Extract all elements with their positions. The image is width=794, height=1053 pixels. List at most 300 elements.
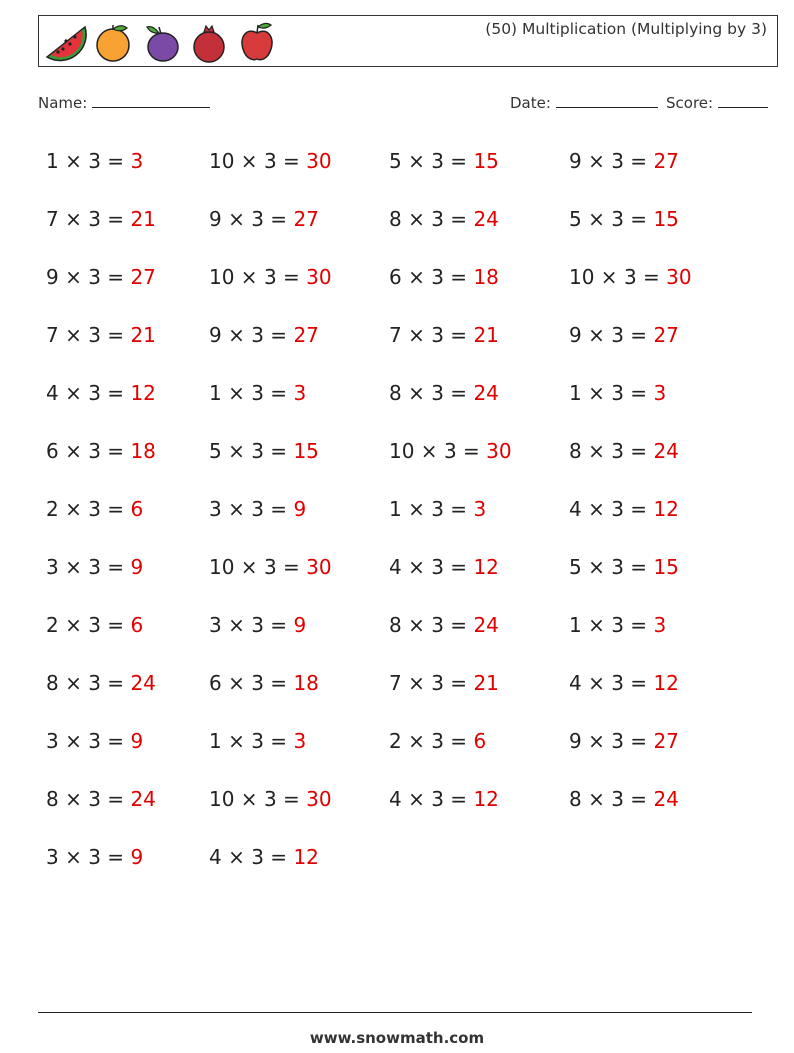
problem-item	[569, 726, 749, 756]
problem-item	[389, 436, 569, 466]
problem-factor-a: 1	[209, 729, 222, 753]
problem-factor-b: 3	[88, 555, 101, 579]
problem-item	[46, 494, 209, 524]
times-sign: ×	[581, 323, 612, 347]
problem-factor-b: 3	[431, 207, 444, 231]
equals-sign: =	[623, 207, 654, 231]
equals-sign: =	[636, 265, 667, 289]
problem-answer: 24	[653, 439, 679, 463]
problem-item	[389, 146, 569, 176]
equals-sign: =	[100, 265, 131, 289]
times-sign: ×	[58, 787, 89, 811]
problem-answer: 15	[653, 555, 679, 579]
problem-factor-b: 3	[263, 787, 277, 811]
problem-factor-a: 7	[46, 323, 59, 347]
equals-sign: =	[263, 671, 294, 695]
problem-answer: 30	[306, 787, 332, 811]
problem-answer: 3	[653, 613, 667, 637]
equals-sign: =	[100, 555, 131, 579]
problem-item	[209, 726, 389, 756]
problem-factor-a: 6	[389, 265, 402, 289]
problem-factor-a: 10	[209, 555, 235, 579]
times-sign: ×	[221, 497, 252, 521]
problem-factor-b: 3	[88, 671, 101, 695]
problem-answer: 3	[653, 381, 667, 405]
problem-answer: 15	[473, 149, 499, 173]
problem-item	[209, 494, 389, 524]
problem-factor-a: 7	[46, 207, 59, 231]
problem-item	[209, 842, 389, 872]
problem-answer: 18	[293, 671, 319, 695]
times-sign: ×	[401, 149, 432, 173]
times-sign: ×	[581, 613, 612, 637]
problem-item	[389, 494, 569, 524]
times-sign: ×	[581, 555, 612, 579]
problem-item	[209, 668, 389, 698]
problem-answer: 24	[473, 613, 499, 637]
problem-factor-a: 4	[569, 497, 582, 521]
times-sign: ×	[401, 381, 432, 405]
problem-factor-b: 3	[88, 381, 101, 405]
problem-factor-a: 7	[389, 671, 402, 695]
times-sign: ×	[58, 265, 89, 289]
problem-factor-a: 9	[209, 207, 222, 231]
problem-factor-b: 3	[611, 787, 624, 811]
times-sign: ×	[581, 149, 612, 173]
problem-factor-a: 5	[389, 149, 402, 173]
equals-sign: =	[443, 497, 474, 521]
pomegranate-icon	[187, 19, 233, 65]
problem-factor-b: 3	[251, 497, 264, 521]
problem-factor-b: 3	[611, 613, 624, 637]
times-sign: ×	[234, 555, 264, 579]
equals-sign: =	[623, 323, 654, 347]
problem-item	[569, 552, 749, 582]
problem-factor-a: 5	[569, 555, 582, 579]
equals-sign: =	[100, 729, 131, 753]
equals-sign: =	[623, 613, 654, 637]
times-sign: ×	[581, 787, 612, 811]
times-sign: ×	[58, 149, 89, 173]
problem-answer: 24	[473, 207, 499, 231]
problem-factor-a: 1	[389, 497, 402, 521]
times-sign: ×	[581, 381, 612, 405]
problem-item	[209, 610, 389, 640]
problem-item	[389, 784, 569, 814]
problem-factor-b: 3	[431, 381, 444, 405]
problem-answer: 27	[653, 149, 679, 173]
problem-answer: 6	[130, 613, 144, 637]
problem-answer: 18	[130, 439, 156, 463]
problem-answer: 6	[473, 729, 487, 753]
problem-factor-b: 3	[263, 265, 277, 289]
problem-factor-b: 3	[251, 613, 264, 637]
problem-item	[46, 146, 209, 176]
equals-sign: =	[100, 613, 131, 637]
orange-icon	[91, 19, 137, 65]
equals-sign: =	[623, 729, 654, 753]
problem-item	[569, 262, 749, 292]
problem-answer: 9	[130, 555, 144, 579]
problem-factor-b: 3	[611, 439, 624, 463]
problem-factor-a: 8	[389, 207, 402, 231]
problem-answer: 3	[293, 729, 307, 753]
equals-sign: =	[263, 207, 294, 231]
times-sign: ×	[58, 555, 89, 579]
times-sign: ×	[401, 265, 432, 289]
problem-answer: 30	[486, 439, 512, 463]
score-blank	[718, 93, 768, 108]
problem-answer: 15	[653, 207, 679, 231]
equals-sign: =	[623, 381, 654, 405]
problem-answer: 30	[306, 149, 332, 173]
problem-factor-a: 3	[46, 845, 59, 869]
problem-factor-b: 3	[611, 729, 624, 753]
problem-factor-b: 3	[611, 555, 624, 579]
problem-factor-b: 3	[251, 207, 264, 231]
equals-sign: =	[263, 439, 294, 463]
problem-factor-b: 3	[431, 613, 444, 637]
problem-factor-b: 3	[263, 149, 277, 173]
problem-factor-b: 3	[431, 497, 444, 521]
problem-factor-a: 10	[209, 265, 235, 289]
times-sign: ×	[401, 323, 432, 347]
apple-icon	[235, 19, 281, 65]
problem-item	[209, 262, 389, 292]
equals-sign: =	[263, 613, 294, 637]
times-sign: ×	[581, 439, 612, 463]
problem-factor-b: 3	[611, 497, 624, 521]
times-sign: ×	[58, 323, 89, 347]
problem-factor-b: 3	[251, 671, 264, 695]
problem-factor-a: 9	[569, 323, 582, 347]
problem-factor-b: 3	[88, 613, 101, 637]
equals-sign: =	[443, 265, 474, 289]
problem-factor-b: 3	[443, 439, 457, 463]
problem-item	[569, 668, 749, 698]
problem-answer: 12	[293, 845, 319, 869]
equals-sign: =	[623, 555, 654, 579]
problem-item	[46, 668, 209, 698]
header-box	[38, 15, 778, 67]
problem-factor-b: 3	[263, 555, 277, 579]
times-sign: ×	[58, 439, 89, 463]
times-sign: ×	[221, 845, 252, 869]
equals-sign: =	[443, 787, 474, 811]
equals-sign: =	[443, 729, 474, 753]
times-sign: ×	[401, 671, 432, 695]
problem-answer: 27	[293, 323, 319, 347]
problem-factor-a: 8	[389, 613, 402, 637]
problem-factor-b: 3	[611, 671, 624, 695]
problem-factor-a: 8	[569, 787, 582, 811]
problem-answer: 24	[130, 787, 156, 811]
score-field	[666, 93, 768, 112]
footer-divider	[38, 1012, 752, 1013]
times-sign: ×	[234, 787, 264, 811]
problem-item	[46, 378, 209, 408]
equals-sign: =	[443, 555, 474, 579]
equals-sign: =	[443, 381, 474, 405]
times-sign: ×	[58, 729, 89, 753]
problem-answer: 21	[130, 207, 156, 231]
times-sign: ×	[234, 149, 264, 173]
problem-item	[46, 784, 209, 814]
problem-factor-a: 4	[389, 555, 402, 579]
problem-item	[569, 436, 749, 466]
times-sign: ×	[58, 671, 89, 695]
times-sign: ×	[234, 265, 264, 289]
problem-factor-a: 4	[46, 381, 59, 405]
problem-item	[569, 610, 749, 640]
problem-item	[389, 610, 569, 640]
problem-factor-b: 3	[431, 729, 444, 753]
problem-item	[209, 552, 389, 582]
equals-sign: =	[100, 323, 131, 347]
problem-answer: 18	[473, 265, 499, 289]
problem-grid	[46, 146, 749, 900]
name-blank	[92, 93, 210, 108]
problem-factor-a: 10	[209, 787, 235, 811]
problem-item	[209, 204, 389, 234]
problem-answer: 27	[653, 729, 679, 753]
problem-factor-b: 3	[88, 207, 101, 231]
problem-answer: 12	[653, 671, 679, 695]
problem-factor-a: 3	[209, 497, 222, 521]
problem-factor-a: 5	[209, 439, 222, 463]
equals-sign: =	[100, 381, 131, 405]
problem-factor-a: 10	[389, 439, 415, 463]
problem-answer: 3	[130, 149, 144, 173]
times-sign: ×	[221, 439, 252, 463]
times-sign: ×	[221, 207, 252, 231]
equals-sign: =	[100, 845, 131, 869]
problem-factor-b: 3	[251, 845, 264, 869]
times-sign: ×	[58, 613, 89, 637]
problem-factor-b: 3	[431, 149, 444, 173]
times-sign: ×	[401, 207, 432, 231]
problem-factor-a: 7	[389, 323, 402, 347]
problem-item	[389, 378, 569, 408]
problem-answer: 12	[473, 555, 499, 579]
problem-item	[389, 726, 569, 756]
problem-item	[46, 842, 209, 872]
problem-factor-a: 1	[209, 381, 222, 405]
equals-sign: =	[443, 207, 474, 231]
times-sign: ×	[594, 265, 624, 289]
problem-item	[569, 146, 749, 176]
problem-item	[209, 320, 389, 350]
date-field	[510, 93, 658, 112]
problem-factor-b: 3	[431, 787, 444, 811]
footer-url: www.snowmath.com	[309, 1029, 485, 1047]
problem-answer: 12	[130, 381, 156, 405]
problem-factor-b: 3	[251, 439, 264, 463]
problem-factor-b: 3	[431, 323, 444, 347]
times-sign: ×	[581, 671, 612, 695]
problem-item	[209, 784, 389, 814]
score-label: Score:	[666, 94, 714, 112]
equals-sign: =	[263, 845, 294, 869]
problem-factor-a: 1	[569, 613, 582, 637]
problem-factor-b: 3	[431, 671, 444, 695]
problem-factor-b: 3	[611, 207, 624, 231]
problem-factor-b: 3	[88, 845, 101, 869]
problem-item	[209, 436, 389, 466]
problem-item	[46, 726, 209, 756]
equals-sign: =	[456, 439, 487, 463]
equals-sign: =	[263, 323, 294, 347]
problem-factor-a: 3	[46, 555, 59, 579]
problem-factor-a: 8	[389, 381, 402, 405]
date-blank	[556, 93, 658, 108]
problem-item	[209, 146, 389, 176]
equals-sign: =	[276, 787, 307, 811]
problem-answer: 21	[473, 671, 499, 695]
problem-answer: 24	[130, 671, 156, 695]
worksheet-title: (50) Multiplication (Multiplying by 3)	[485, 20, 767, 38]
problem-answer: 3	[473, 497, 487, 521]
equals-sign: =	[623, 497, 654, 521]
problem-factor-b: 3	[251, 381, 264, 405]
problem-answer: 21	[473, 323, 499, 347]
times-sign: ×	[581, 497, 612, 521]
equals-sign: =	[443, 323, 474, 347]
times-sign: ×	[221, 729, 252, 753]
problem-factor-a: 2	[389, 729, 402, 753]
times-sign: ×	[58, 845, 89, 869]
problem-item	[46, 552, 209, 582]
times-sign: ×	[401, 497, 432, 521]
equals-sign: =	[623, 787, 654, 811]
problem-item	[46, 262, 209, 292]
problem-answer: 9	[130, 729, 144, 753]
problem-answer: 27	[130, 265, 156, 289]
problem-factor-a: 9	[569, 149, 582, 173]
problem-factor-b: 3	[88, 439, 101, 463]
problem-answer: 30	[666, 265, 692, 289]
problem-factor-a: 4	[389, 787, 402, 811]
equals-sign: =	[623, 149, 654, 173]
problem-item	[389, 204, 569, 234]
problem-factor-a: 10	[569, 265, 595, 289]
plum-icon	[139, 19, 185, 65]
problem-answer: 9	[293, 497, 307, 521]
problem-factor-a: 6	[46, 439, 59, 463]
problem-item	[389, 668, 569, 698]
fruit-icons	[43, 19, 281, 65]
problem-factor-a: 8	[569, 439, 582, 463]
problem-answer: 24	[653, 787, 679, 811]
times-sign: ×	[401, 729, 432, 753]
equals-sign: =	[100, 439, 131, 463]
times-sign: ×	[581, 207, 612, 231]
problem-item	[569, 378, 749, 408]
problem-answer: 24	[473, 381, 499, 405]
equals-sign: =	[100, 497, 131, 521]
problem-factor-a: 8	[46, 787, 59, 811]
problem-answer: 30	[306, 555, 332, 579]
times-sign: ×	[221, 323, 252, 347]
problem-answer: 15	[293, 439, 319, 463]
problem-factor-a: 4	[569, 671, 582, 695]
problem-answer: 12	[653, 497, 679, 521]
equals-sign: =	[263, 381, 294, 405]
equals-sign: =	[100, 671, 131, 695]
problem-factor-b: 3	[611, 149, 624, 173]
problem-factor-b: 3	[431, 265, 444, 289]
problem-factor-b: 3	[251, 729, 264, 753]
problem-factor-a: 9	[209, 323, 222, 347]
name-label: Name:	[38, 94, 88, 112]
problem-item	[46, 610, 209, 640]
problem-factor-a: 2	[46, 613, 59, 637]
date-label: Date:	[510, 94, 551, 112]
problem-answer: 30	[306, 265, 332, 289]
problem-factor-a: 3	[209, 613, 222, 637]
problem-answer: 6	[130, 497, 144, 521]
problem-item	[569, 320, 749, 350]
equals-sign: =	[443, 613, 474, 637]
problem-answer: 9	[293, 613, 307, 637]
problem-item	[46, 436, 209, 466]
problem-item	[389, 320, 569, 350]
problem-factor-b: 3	[251, 323, 264, 347]
times-sign: ×	[401, 613, 432, 637]
equals-sign: =	[100, 787, 131, 811]
problem-factor-b: 3	[88, 497, 101, 521]
problem-factor-a: 8	[46, 671, 59, 695]
equals-sign: =	[443, 671, 474, 695]
problem-factor-a: 1	[569, 381, 582, 405]
equals-sign: =	[276, 149, 307, 173]
times-sign: ×	[221, 671, 252, 695]
problem-item	[389, 552, 569, 582]
problem-factor-a: 2	[46, 497, 59, 521]
times-sign: ×	[401, 555, 432, 579]
name-field	[38, 93, 210, 112]
problem-item	[389, 262, 569, 292]
problem-item	[569, 784, 749, 814]
problem-factor-b: 3	[88, 323, 101, 347]
problem-answer: 27	[293, 207, 319, 231]
problem-factor-a: 9	[46, 265, 59, 289]
times-sign: ×	[401, 787, 432, 811]
problem-item	[569, 204, 749, 234]
equals-sign: =	[100, 149, 131, 173]
times-sign: ×	[581, 729, 612, 753]
equals-sign: =	[263, 729, 294, 753]
problem-item	[46, 320, 209, 350]
equals-sign: =	[276, 555, 307, 579]
problem-answer: 3	[293, 381, 307, 405]
problem-factor-b: 3	[623, 265, 637, 289]
equals-sign: =	[443, 149, 474, 173]
problem-factor-b: 3	[88, 787, 101, 811]
problem-factor-b: 3	[431, 555, 444, 579]
problem-factor-a: 1	[46, 149, 59, 173]
problem-factor-a: 9	[569, 729, 582, 753]
problem-factor-a: 10	[209, 149, 235, 173]
times-sign: ×	[414, 439, 444, 463]
problem-item	[569, 494, 749, 524]
equals-sign: =	[263, 497, 294, 521]
problem-item	[209, 378, 389, 408]
problem-factor-a: 4	[209, 845, 222, 869]
equals-sign: =	[623, 439, 654, 463]
problem-answer: 9	[130, 845, 144, 869]
problem-factor-a: 6	[209, 671, 222, 695]
